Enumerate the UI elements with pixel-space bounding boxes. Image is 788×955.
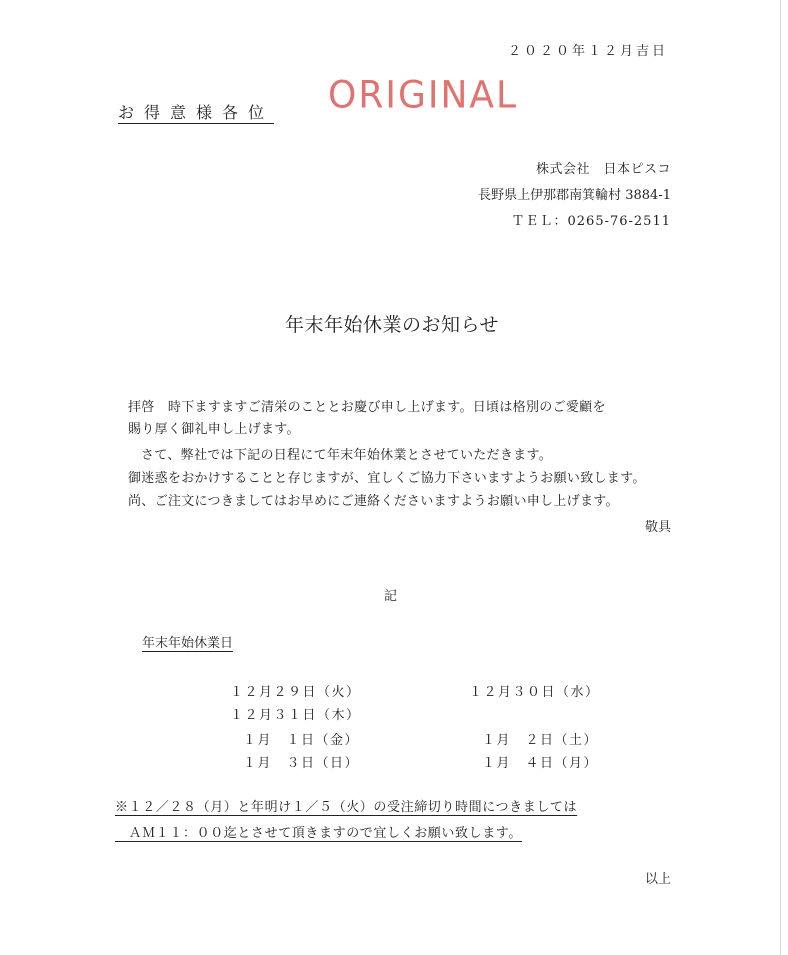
ki-heading: 記 bbox=[384, 589, 398, 604]
holiday-date: １月 ２日（土） bbox=[482, 733, 599, 748]
closing-ijo: 以上 bbox=[644, 872, 671, 887]
page-edge-line bbox=[780, 0, 781, 955]
body-line-1: 拝啓 時下ますますご清栄のこととお慶び申し上げます。日頃は格別のご愛顧を bbox=[128, 400, 606, 415]
body-line-5: 尚、ご注文につきましてはお早めにご連絡くださいますようお願い申し上げます。 bbox=[128, 494, 619, 509]
holiday-heading: 年末年始休業日 bbox=[142, 636, 234, 651]
document-title: 年末年始休業のお知らせ bbox=[285, 314, 499, 336]
body-line-3: さて、弊社では下記の日程にて年末年始休業とさせていただきます。 bbox=[141, 448, 553, 463]
closing-keigu: 敬具 bbox=[644, 520, 671, 535]
holiday-date: １２月３１日（木） bbox=[230, 708, 361, 723]
sender-company: 株式会社 日本ピスコ bbox=[535, 162, 671, 177]
body-line-2: 賜り厚く御礼申し上げます。 bbox=[128, 422, 300, 437]
addressee: お得意様各位 bbox=[118, 103, 275, 122]
body-line-4: 御迷惑をおかけすることと存じますが、宜しくご協力下さいますようお願い致します。 bbox=[128, 471, 646, 486]
order-cutoff-note-line-1: ※１２／２８（月）と年明け１／５（火）の受注締切り時間につきましては bbox=[115, 800, 578, 815]
issue-date: ２０２０年１２月吉日 bbox=[507, 44, 668, 59]
sender-tel: ＴＥＬ：0265-76-2511 bbox=[511, 214, 671, 229]
holiday-date: １月 ３日（日） bbox=[243, 756, 360, 771]
holiday-date: １月 ４日（月） bbox=[482, 756, 599, 771]
original-stamp: ORIGINAL bbox=[328, 74, 519, 118]
holiday-date: １２月３０日（水） bbox=[469, 685, 600, 700]
holiday-date: １月 １日（金） bbox=[243, 733, 360, 748]
sender-address: 長野県上伊那郡南箕輪村 3884-1 bbox=[478, 188, 671, 203]
order-cutoff-note-line-2: ＡＭ１１：００迄とさせて頂きますので宜しくお願い致します。 bbox=[115, 826, 522, 841]
holiday-date: １２月２９日（火） bbox=[230, 685, 361, 700]
